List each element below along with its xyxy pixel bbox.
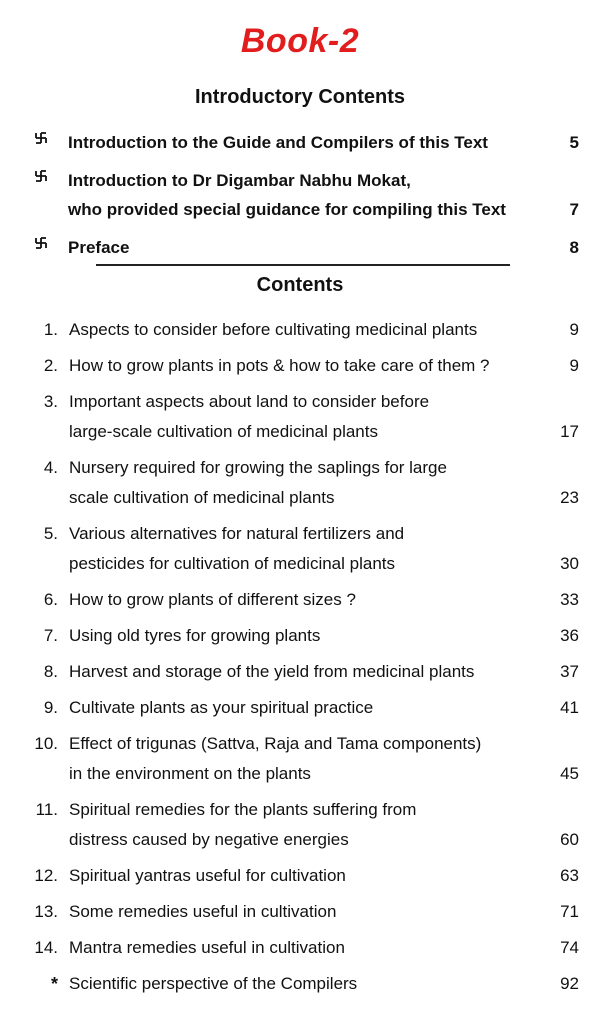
chapter-title-continued: scale cultivation of medicinal plants [69,488,335,507]
chapter-title: Aspects to consider before cultivating medicinal plants [69,320,478,339]
chapter-number: 1. [43,320,58,339]
chapter-number: 14. [34,938,58,957]
chapter-page: 33 [560,590,579,609]
section-divider [96,264,510,266]
chapter-number: 8. [43,662,58,681]
chapter-page: 9 [569,320,579,339]
contents-row [0,969,600,999]
contents-row [0,729,600,789]
contents-row [0,387,600,447]
contents-row [0,897,600,927]
chapter-number: 12. [34,866,58,885]
chapter-page: 60 [560,830,579,849]
chapter-number: 6. [43,590,58,609]
intro-item-title: Preface [68,238,130,257]
intro-item-title: Introduction to Dr Digambar Nabhu Mokat, [68,171,411,190]
contents-row [0,315,600,345]
intro-item-title: Introduction to the Guide and Compilers of this Text [68,133,488,152]
chapter-title-continued: in the environment on the plants [69,764,311,783]
chapter-title-continued: large-scale cultivation of medicinal plants [69,422,378,441]
chapter-number: 5. [43,524,58,543]
chapter-page: 71 [560,902,579,921]
asterisk-marker: * [50,974,58,994]
introductory-contents-list [0,128,600,271]
chapter-page: 23 [560,488,579,507]
chapter-page: 41 [560,698,579,717]
chapter-title: Scientific perspective of the Compilers [69,974,358,993]
contents-row [0,519,600,579]
contents-row [0,453,600,513]
chapter-page: 37 [560,662,579,681]
chapter-page: 17 [560,422,579,441]
chapter-page: 45 [560,764,579,783]
chapter-title: Spiritual remedies for the plants suffering from [69,800,417,819]
chapter-title: Harvest and storage of the yield from medicinal plants [69,662,475,681]
chapter-title: Effect of trigunas (Sattva, Raja and Tama components) [69,734,482,753]
chapter-number: 4. [43,458,58,477]
contents-list [0,315,600,1005]
chapter-title: Cultivate plants as your spiritual practice [69,698,374,717]
chapter-number: 11. [35,800,58,819]
chapter-number: 3. [43,392,58,411]
contents-row [0,657,600,687]
chapter-number: 9. [43,698,58,717]
chapter-title: How to grow plants in pots & how to take care of them ? [69,356,490,375]
contents-row [0,351,600,381]
contents-row [0,585,600,615]
chapter-title: Some remedies useful in cultivation [69,902,337,921]
contents-row [0,861,600,891]
swastika-icon [35,170,47,182]
chapter-page: 74 [560,938,579,957]
chapter-number: 13. [34,902,58,921]
chapter-page: 36 [560,626,579,645]
swastika-icon [35,237,47,249]
chapter-title: Various alternatives for natural fertilizers and [69,524,405,543]
introductory-contents-heading: Introductory Contents [195,86,405,108]
intro-item [0,233,600,262]
chapter-title: Important aspects about land to consider before [69,392,430,411]
chapter-title-continued: distress caused by negative energies [69,830,349,849]
chapter-number: 10. [34,734,58,753]
chapter-title: Spiritual yantras useful for cultivation [69,866,346,885]
chapter-page: 92 [560,974,579,993]
intro-item-page: 7 [569,200,579,219]
contents-heading: Contents [256,274,344,296]
chapter-page: 30 [560,554,579,573]
intro-item-title-continued: who provided special guidance for compiling this Text [68,200,506,219]
contents-row [0,621,600,651]
intro-item-page: 5 [569,133,579,152]
chapter-title: Using old tyres for growing plants [69,626,321,645]
chapter-title-continued: pesticides for cultivation of medicinal plants [69,554,395,573]
contents-row [0,933,600,963]
chapter-title: How to grow plants of different sizes ? [69,590,356,609]
chapter-title: Mantra remedies useful in cultivation [69,938,345,957]
chapter-number: 2. [43,356,58,375]
contents-row [0,693,600,723]
intro-item [0,166,600,224]
chapter-page: 9 [569,356,579,375]
chapter-title: Nursery required for growing the saplings for large [69,458,447,477]
chapter-number: 7. [43,626,58,645]
contents-row [0,795,600,855]
chapter-page: 63 [560,866,579,885]
intro-item [0,128,600,157]
intro-item-page: 8 [569,238,579,257]
book-title: Book-2 [240,22,360,60]
swastika-icon [35,132,47,144]
